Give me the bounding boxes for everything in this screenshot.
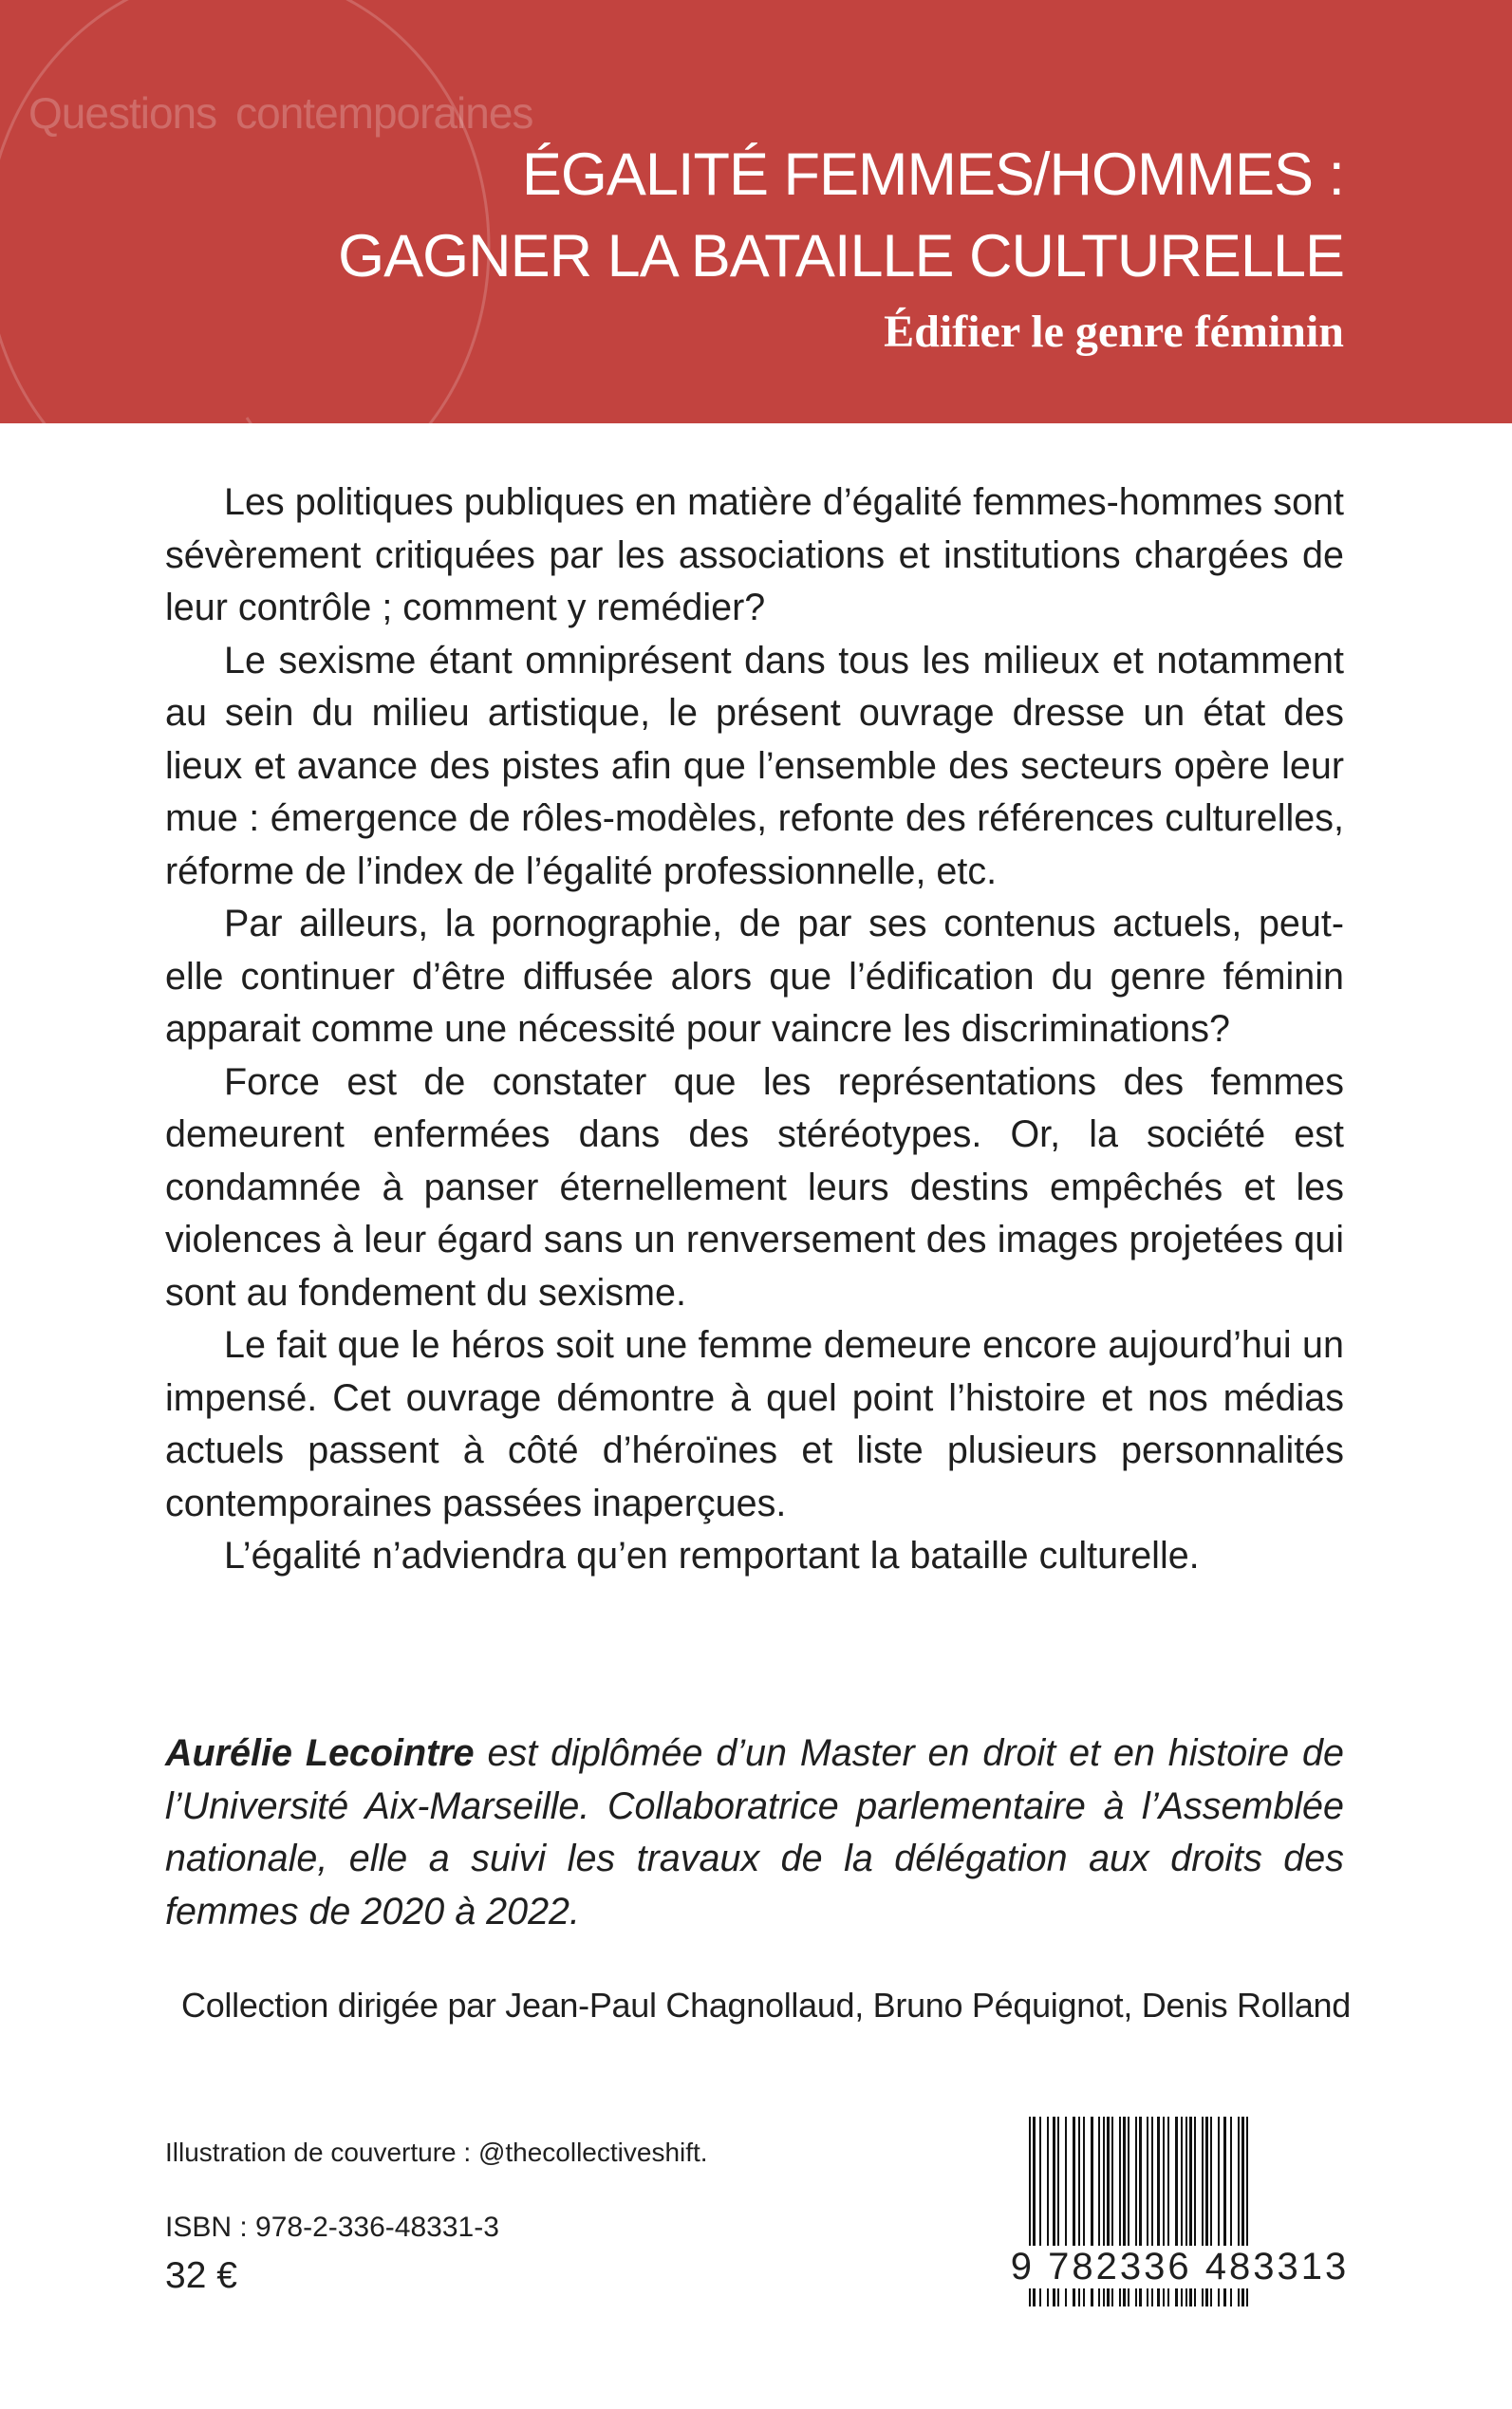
blurb-paragraph: L’égalité n’adviendra qu’en remportant la bataille culturelle.	[224, 1535, 1200, 1577]
blurb-paragraph: Par ailleurs, la pornographie, de par ses contenus actuels, peut-elle continuer d’être diffusée alors que l’édification du genre féminin apparait comme une nécessité pour vaincre les discriminations?	[165, 903, 1344, 1050]
series-name	[28, 87, 532, 139]
series-name-right: contemporaines	[235, 88, 533, 138]
blurb-paragraph: Le fait que le héros soit une femme demeure encore aujourd’hui un impensé. Cet ouvrage démontre à quel point l’histoire et nos médias actuels passent à côté d’héroïnes et liste plusieurs personnalités contemporaines passées inaperçues.	[165, 1324, 1344, 1524]
book-subtitle: Édifier le genre féminin	[884, 307, 1344, 357]
book-title-line-1: ÉGALITÉ FEMMES/HOMMES :	[521, 141, 1344, 208]
author-bio-text: est diplômée d’un Master en droit et en histoire de l’Université Aix-Marseille. Collaboratrice parlementaire à l’Assemblée nationale, elle a suivi les travaux de la délégation aux droits des femmes de 2020 à 2022.	[165, 1732, 1344, 1933]
author-name: Aurélie Lecointre	[165, 1732, 475, 1774]
series-q-logo-icon	[0, 0, 551, 423]
author-bio	[165, 1727, 1344, 1938]
book-title-line-2: GAGNER LA BATAILLE CULTURELLE	[338, 223, 1344, 289]
isbn: ISBN : 978-2-336-48331-3	[165, 2212, 499, 2243]
blurb	[165, 476, 1344, 1583]
collection-credit: Collection dirigée par Jean-Paul Chagnollaud, Bruno Péquignot, Denis Rolland	[181, 1986, 1351, 2025]
blurb-paragraph: Force est de constater que les représentations des femmes demeurent enfermées dans des stéréotypes. Or, la société est condamnée à panser éternellement leurs destins empêchés et les violences à leur égard sans un renversement des images projetées qui sont au fondement du sexisme.	[165, 1060, 1344, 1314]
blurb-paragraph: Les politiques publiques en matière d’égalité femmes-hommes sont sévèrement critiquées par les associations et institutions chargées de leur contrôle ; comment y remédier?	[165, 481, 1344, 628]
price: 32 €	[165, 2255, 237, 2296]
cover-banner	[0, 0, 1512, 423]
blurb-paragraph: Le sexisme étant omniprésent dans tous les milieux et notamment au sein du milieu artistique, le présent ouvrage dresse un état des lieux et avance des pistes afin que l’ensemble des secteurs opère leur mue : émergence de rôles-modèles, refonte des références culturelles, réforme de l’index de l’égalité professionnelle, etc.	[165, 639, 1344, 892]
illustration-credit: Illustration de couverture : @thecollectiveshift.	[165, 2138, 708, 2167]
barcode-digits: 9 782336 483313	[1006, 2246, 1353, 2288]
series-name-left: Questions	[28, 88, 217, 138]
